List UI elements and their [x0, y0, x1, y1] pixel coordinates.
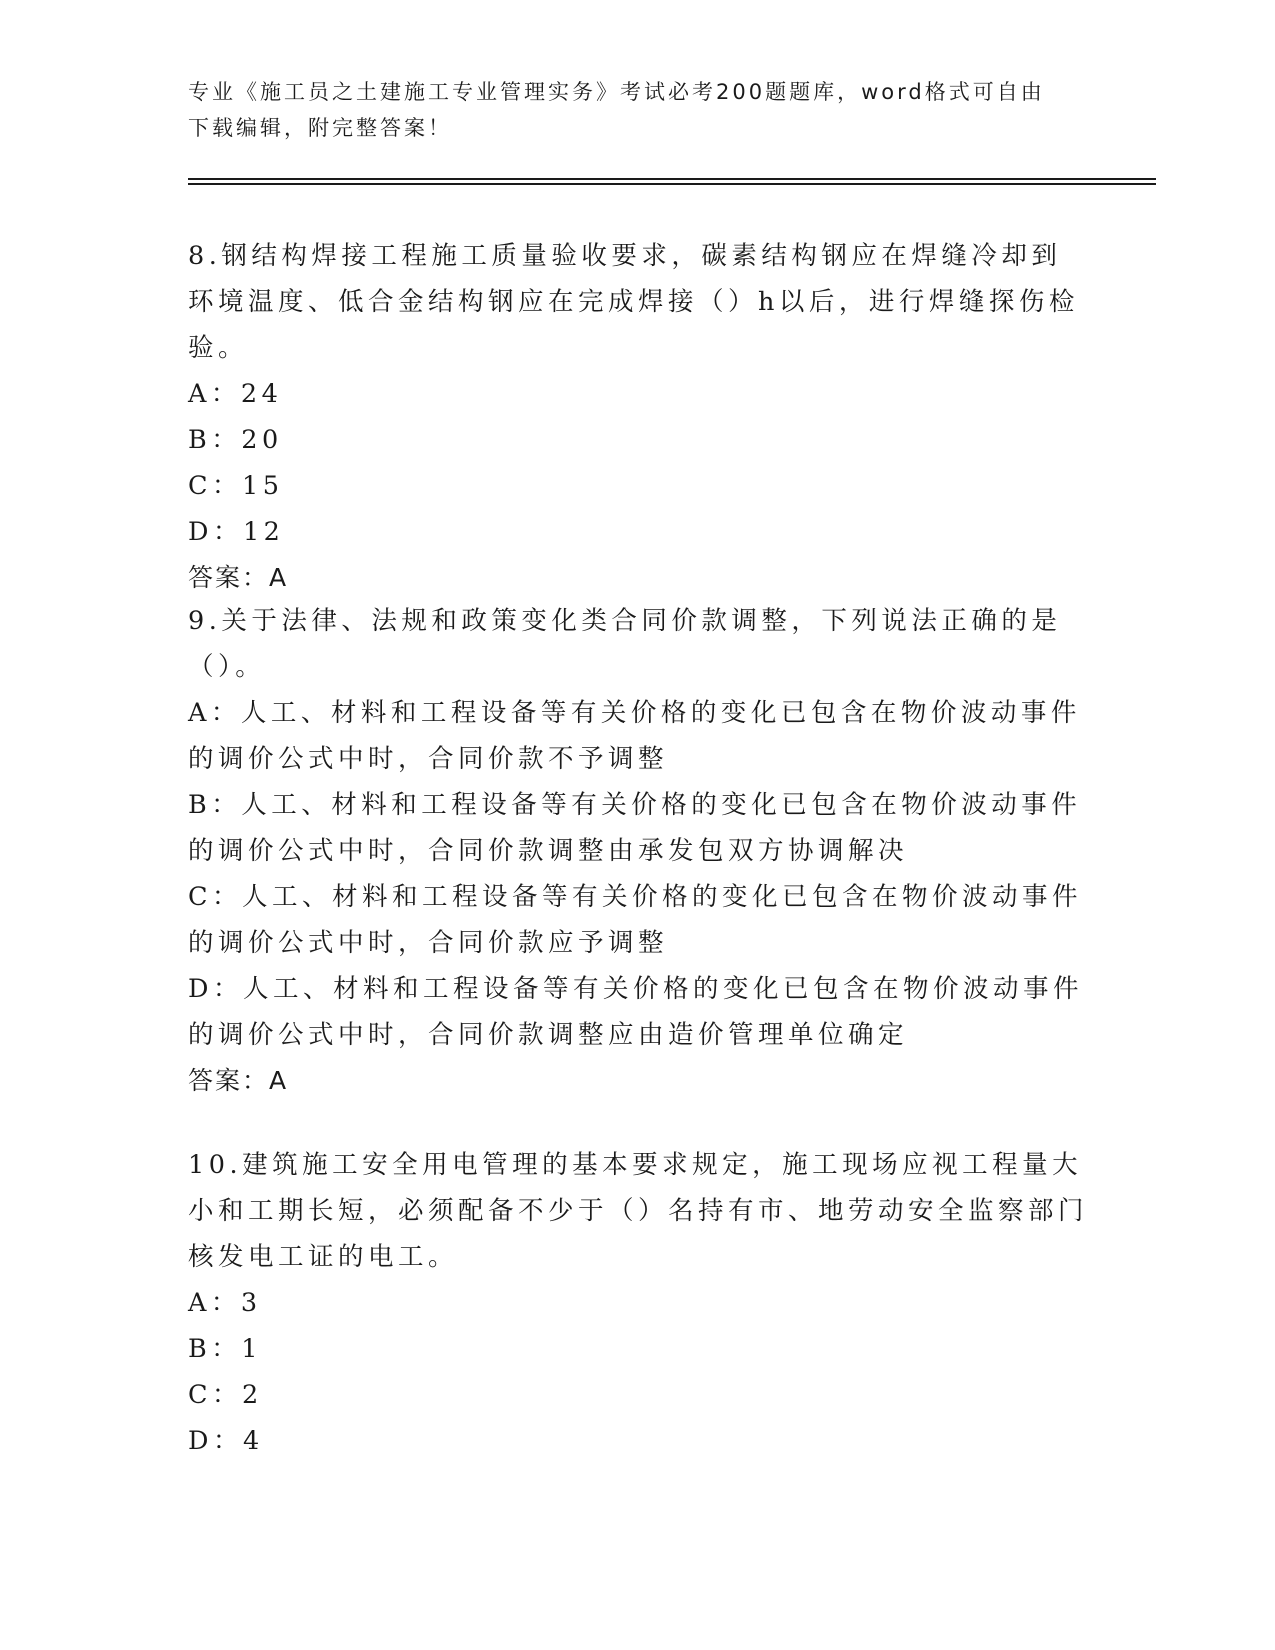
option-b: B：1	[188, 1334, 262, 1364]
option-b: B：人工、材料和工程设备等有关价格的变化已包含在物价波动事件的调价公式中时，合同价款调整由承发包双方协调解决	[188, 790, 1082, 866]
answer-key: 答案：A	[188, 563, 289, 592]
option-d: D：4	[188, 1426, 264, 1456]
question-number: 9.	[188, 606, 222, 636]
option-d: D：12	[188, 517, 285, 547]
option-a: A：24	[188, 379, 283, 409]
question-text: 钢结构焊接工程施工质量验收要求，碳素结构钢应在焊缝冷却到环境温度、低合金结构钢应在完成焊接（）h以后，进行焊缝探伤检验。	[188, 241, 1079, 363]
question-number: 10.	[188, 1150, 243, 1180]
document-intro: 专业《施工员之土建施工专业管理实务》考试必考200题题库，word格式可自由下载编辑，附完整答案！	[188, 80, 1045, 140]
option-c: C：15	[188, 471, 284, 501]
option-a: A：人工、材料和工程设备等有关价格的变化已包含在物价波动事件的调价公式中时，合同价款不予调整	[188, 698, 1081, 774]
option-a: A：3	[188, 1288, 262, 1318]
answer-key: 答案：A	[188, 1066, 289, 1095]
question-8	[188, 233, 1088, 601]
option-c: C：2	[188, 1380, 263, 1410]
header-divider-line	[188, 178, 1156, 180]
question-stem	[188, 598, 1088, 690]
question-9	[188, 598, 1088, 1104]
question-number: 8.	[188, 241, 222, 271]
question-stem	[188, 1142, 1088, 1280]
option-b: B：20	[188, 425, 283, 455]
question-text: 建筑施工安全用电管理的基本要求规定，施工现场应视工程量大小和工期长短，必须配备不少于（）名持有市、地劳动安全监察部门核发电工证的电工。	[188, 1150, 1089, 1272]
header-divider-line	[188, 183, 1156, 185]
question-stem	[188, 233, 1088, 371]
question-10	[188, 1142, 1088, 1464]
option-c: C：人工、材料和工程设备等有关价格的变化已包含在物价波动事件的调价公式中时，合同价款应予调整	[188, 882, 1083, 958]
question-text: 关于法律、法规和政策变化类合同价款调整，下列说法正确的是（）。	[188, 606, 1062, 682]
option-d: D：人工、材料和工程设备等有关价格的变化已包含在物价波动事件的调价公式中时，合同价款调整应由造价管理单位确定	[188, 974, 1083, 1050]
